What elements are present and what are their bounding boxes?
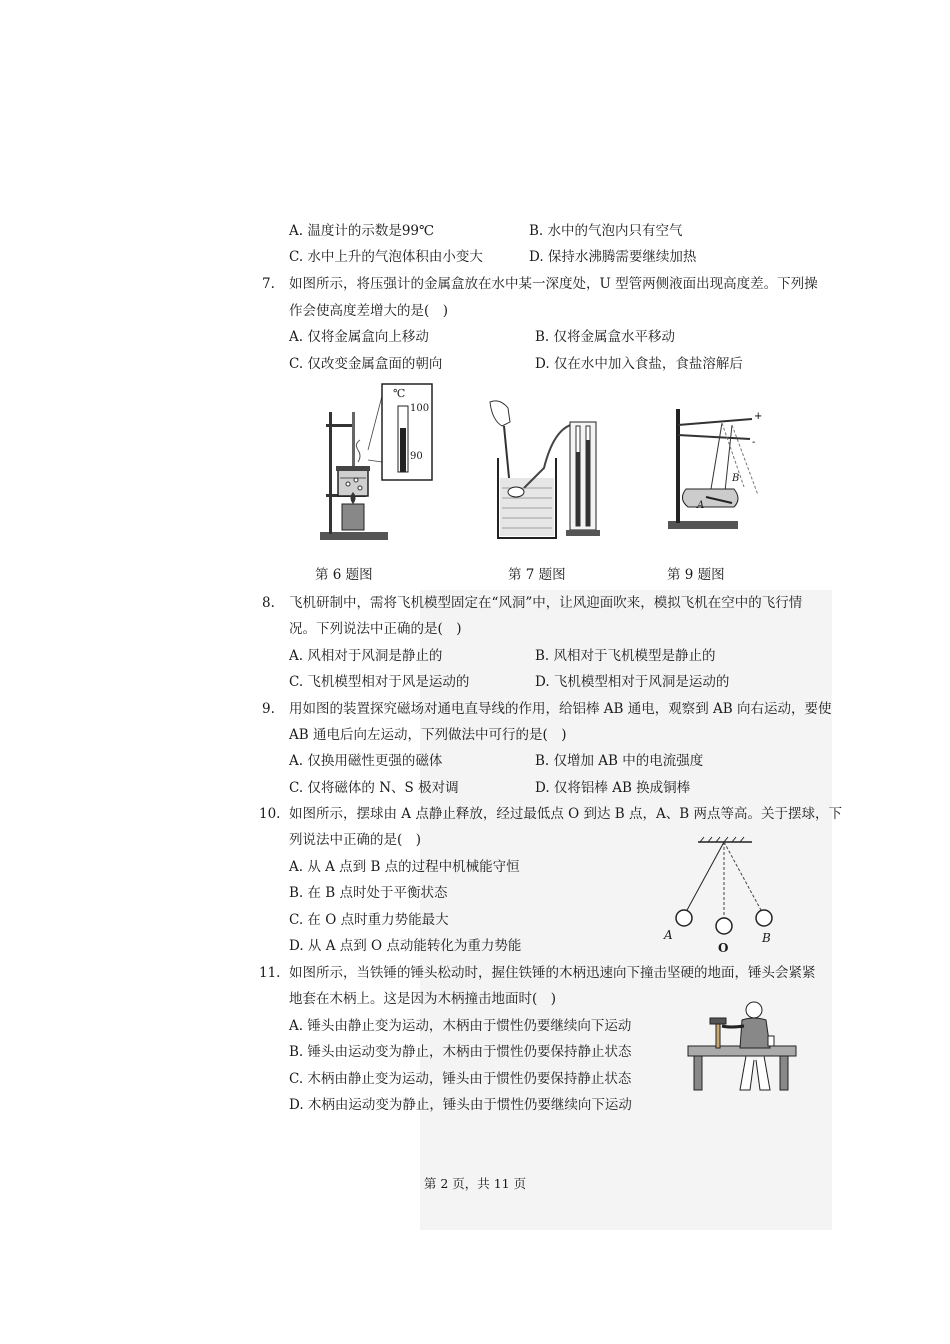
pendulum-label-o: O (718, 941, 729, 955)
q7-option-d: D. 仅在水中加入食盐，食盐溶解后 (535, 356, 743, 372)
q11-option-d: D. 木柄由运动变为静止，锤头由于惯性仍要继续向下运动 (289, 1097, 632, 1113)
page-footer: 第 2 页，共 11 页 (423, 1176, 527, 1191)
q11-option-a: A. 锤头由静止变为运动，木柄由于惯性仍要继续向下运动 (289, 1018, 632, 1034)
q11-number: 11. (259, 965, 281, 981)
fig9-label-b: B (732, 473, 740, 484)
q11-stem-line1: 如图所示，当铁锤的锤头松动时，握住铁锤的木柄迅速向下撞击坚硬的地面，锤头会紧紧 (289, 965, 816, 981)
fig9-label-a: A (697, 500, 705, 511)
q9-number: 9. (262, 701, 275, 717)
q7-option-b: B. 仅将金属盒水平移动 (535, 329, 676, 345)
q6-option-b: B. 水中的气泡内只有空气 (529, 223, 683, 239)
hammer-man-illustration (684, 1000, 800, 1100)
fig7-caption: 第 7 题图 (508, 567, 566, 583)
pendulum-label-b: B (762, 931, 771, 945)
q6-option-d: D. 保持水沸腾需要继续加热 (529, 249, 697, 265)
q7-number: 7. (262, 276, 275, 292)
q9-stem-line2: AB 通电后向左运动，下列做法中可行的是( ) (289, 727, 567, 743)
q11-option-b: B. 锤头由运动变为静止，木柄由于惯性仍要保持静止状态 (289, 1044, 632, 1060)
q6-option-a: A. 温度计的示数是99℃ (289, 223, 435, 239)
q10-option-d: D. 从 A 点到 O 点动能转化为重力势能 (289, 938, 522, 954)
q10-stem-line1: 如图所示，摆球由 A 点静止释放，经过最低点 O 到达 B 点，A、B 两点等高。关于摆球，下 (289, 806, 842, 822)
q10-option-c: C. 在 O 点时重力势能最大 (289, 912, 449, 928)
thermo-unit-label: ℃ (393, 387, 406, 400)
q9-option-a: A. 仅换用磁性更强的磁体 (289, 753, 443, 769)
fig9-caption: 第 9 题图 (667, 567, 725, 583)
thermo-90-label: 90 (410, 451, 423, 462)
q7-option-c: C. 仅改变金属盒面的朝向 (289, 356, 443, 372)
q8-stem-line1: 飞机研制中，需将飞机模型固定在“风洞”中，让风迎面吹来，模拟飞机在空中的飞行情 (289, 595, 803, 611)
q10-option-a: A. 从 A 点到 B 点的过程中机械能守恒 (289, 859, 520, 875)
q11-option-c: C. 木柄由静止变为运动，锤头由于惯性仍要保持静止状态 (289, 1071, 632, 1087)
fig9-magnet-rod (662, 405, 772, 535)
svg-text:-: - (752, 437, 756, 448)
svg-text:+: + (754, 411, 763, 422)
q10-number: 10. (259, 806, 281, 822)
q9-stem-line1: 用如图的装置探究磁场对通电直导线的作用，给铝棒 AB 通电，观察到 AB 向右运动，要使 (289, 701, 832, 717)
q10-option-b: B. 在 B 点时处于平衡状态 (289, 885, 448, 901)
q7-option-a: A. 仅将金属盒向上移动 (289, 329, 429, 345)
q8-number: 8. (262, 595, 275, 611)
q8-option-a: A. 风相对于风洞是静止的 (289, 648, 443, 664)
q9-option-d: D. 仅将铝棒 AB 换成铜棒 (535, 780, 691, 796)
q11-stem-line2: 地套在木柄上。这是因为木柄撞击地面时( ) (289, 991, 557, 1007)
q6-option-c: C. 水中上升的气泡体积由小变大 (289, 249, 483, 265)
q8-stem-line2: 况。下列说法中正确的是( ) (289, 621, 462, 637)
q10-stem-line2: 列说法中正确的是( ) (289, 832, 422, 848)
q9-option-c: C. 仅将磁体的 N、S 极对调 (289, 780, 459, 796)
fig7-pressure-gauge (484, 398, 606, 546)
q9-option-b: B. 仅增加 AB 中的电流强度 (535, 753, 704, 769)
q8-option-d: D. 飞机模型相对于风洞是运动的 (535, 674, 730, 690)
pendulum-label-a: A (664, 928, 673, 942)
fig6-caption: 第 6 题图 (315, 567, 373, 583)
q7-stem-line1: 如图所示，将压强计的金属盒放在水中某一深度处，U 型管两侧液面出现高度差。下列操 (289, 276, 818, 292)
q7-stem-line2: 作会使高度差增大的是( ) (289, 303, 449, 319)
q8-option-c: C. 飞机模型相对于风是运动的 (289, 674, 470, 690)
thermo-100-label: 100 (410, 403, 430, 414)
q8-option-b: B. 风相对于飞机模型是静止的 (535, 648, 716, 664)
